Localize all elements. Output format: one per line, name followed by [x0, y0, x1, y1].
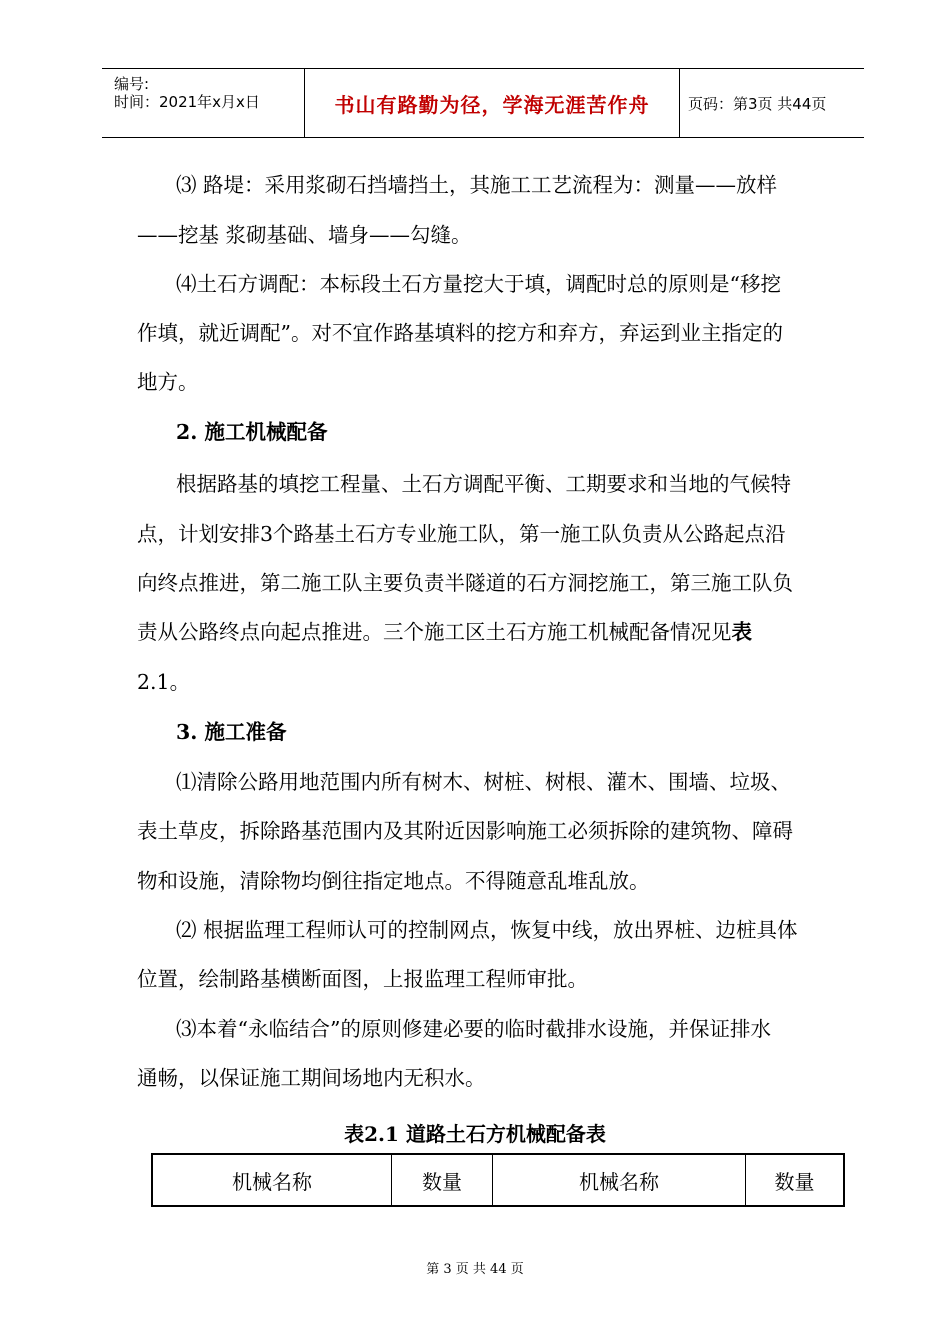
- paragraph-line: ⑷土石方调配：本标段土石方量挖大于填，调配时总的原则是“移挖: [176, 272, 781, 296]
- paragraph-line: ⑵ 根据监理工程师认可的控制网点，恢复中线，放出界桩、边桩具体: [176, 918, 798, 942]
- header-page-number: 页码：第3页 共44页: [688, 95, 827, 113]
- table-caption: 表2.1 道路土石方机械配备表: [344, 1122, 606, 1146]
- section-heading: 2. 施工机械配备: [176, 420, 328, 444]
- equipment-table: [151, 1153, 845, 1207]
- document-time-label: 时间：2021年x月x日: [114, 93, 260, 111]
- header-motto-cell: [305, 69, 680, 137]
- table-reference-text: 表: [731, 620, 752, 644]
- header-motto: 书山有路勤为径，学海无涯苦作舟: [334, 93, 650, 117]
- paragraph-line: ⑶ 路堤：采用浆砌石挡墙挡土，其施工工艺流程为：测量——放样: [176, 173, 778, 197]
- header-meta-cell: [102, 69, 305, 137]
- table-header-cell: 机械名称: [493, 1154, 746, 1206]
- paragraph-line: 点，计划安排3个路基土石方专业施工队，第一施工队负责从公路起点沿: [137, 522, 786, 546]
- header-page-cell: [680, 69, 864, 137]
- paragraph-line: 地方。: [137, 370, 199, 394]
- paragraph-line: 位置，绘制路基横断面图，上报监理工程师审批。: [137, 967, 588, 991]
- paragraph-line: 作填，就近调配”。对不宜作路基填料的挖方和弃方，弃运到业主指定的: [137, 321, 783, 345]
- paragraph-line: 表土草皮，拆除路基范围内及其附近因影响施工必须拆除的建筑物、障碍: [137, 819, 793, 843]
- paragraph-line: 通畅，以保证施工期间场地内无积水。: [137, 1066, 486, 1090]
- paragraph-line: 向终点推进，第二施工队主要负责半隧道的石方洞挖施工，第三施工队负: [137, 571, 793, 595]
- table-header-row: [152, 1154, 844, 1206]
- table-header-cell: 数量: [746, 1154, 845, 1206]
- document-number-label: 编号:: [114, 75, 150, 93]
- paragraph-line: ⑶本着“永临结合”的原则修建必要的临时截排水设施，并保证排水: [176, 1017, 771, 1041]
- paragraph-line: ⑴清除公路用地范围内所有树木、树桩、树根、灌木、围墙、垃圾、: [176, 770, 791, 794]
- paragraph-line: 根据路基的填挖工程量、土石方调配平衡、工期要求和当地的气候特: [176, 472, 791, 496]
- page-footer: 第 3 页 共 44 页: [426, 1262, 524, 1277]
- page-header: [102, 68, 864, 138]
- paragraph-line: 物和设施，清除物均倒往指定地点。不得随意乱堆乱放。: [137, 869, 650, 893]
- paragraph-line: ——挖基 浆砌基础、墙身——勾缝。: [137, 223, 472, 247]
- section-heading: 3. 施工准备: [176, 720, 287, 744]
- table-header-cell: 数量: [392, 1154, 493, 1206]
- paragraph-text: 责从公路终点向起点推进。三个施工区土石方施工机械配备情况见: [137, 620, 732, 644]
- table-header-cell: 机械名称: [152, 1154, 392, 1206]
- paragraph-line: [137, 620, 857, 644]
- paragraph-line: 2.1。: [137, 670, 191, 694]
